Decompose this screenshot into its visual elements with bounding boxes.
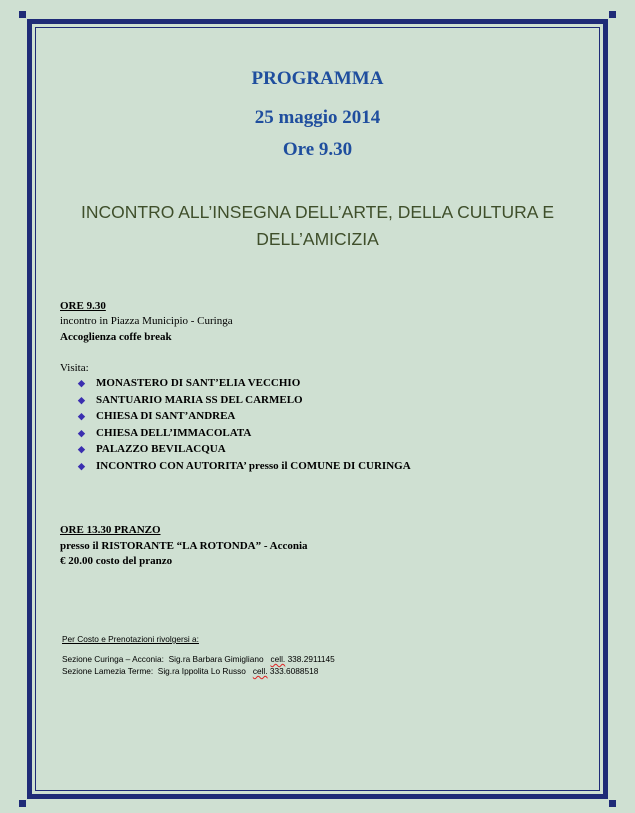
visit-item: ◆ CHIESA DI SANT’ANDREA <box>78 408 411 425</box>
contact-curinga <box>62 654 335 665</box>
diamond-bullet-icon: ◆ <box>78 394 85 405</box>
event-time: Ore 9.30 <box>282 139 353 160</box>
visit-item: ◆ PALAZZO BEVILACQUA <box>78 441 411 458</box>
visit-label: Visita: <box>60 362 89 374</box>
lunch-cost: € 20.00 costo del pranzo <box>60 555 173 567</box>
corner-bottom-left <box>19 800 26 807</box>
event-heading-line1: INCONTRO ALL’INSEGNA DELL’ARTE, DELLA CULTURA E <box>81 202 554 222</box>
event-date: 25 maggio 2014 <box>254 107 381 128</box>
morning-time-label: ORE 9.30 <box>60 300 106 312</box>
diamond-bullet-icon: ◆ <box>78 411 85 422</box>
visit-item: ◆ CHIESA DELL’IMMACOLATA <box>78 425 411 442</box>
corner-top-right <box>609 11 616 18</box>
diamond-bullet-icon: ◆ <box>78 460 85 471</box>
contact-person: Sig.ra Barbara Gimigliano <box>168 654 264 664</box>
contact-lamezia <box>62 666 318 677</box>
cell-label: cell. <box>270 654 286 664</box>
visit-item: ◆ INCONTRO CON AUTORITA’ presso il COMUNE DI CURINGA <box>78 458 411 475</box>
visit-list <box>78 375 411 475</box>
contact-person: Sig.ra Ippolita Lo Russo <box>157 666 246 676</box>
welcome-break: Accoglienza coffe break <box>60 331 172 343</box>
program-title: PROGRAMMA <box>251 68 384 89</box>
contact-section: Sezione Lamezia Terme: <box>62 666 154 676</box>
corner-top-left <box>19 11 26 18</box>
contacts-intro: Per Costo e Prenotazioni rivolgersi a: <box>62 634 199 644</box>
meeting-point: incontro in Piazza Municipio - Curinga <box>60 315 233 327</box>
contact-section: Sezione Curinga – Acconia: <box>62 654 164 664</box>
lunch-place: presso il RISTORANTE “LA ROTONDA” - Acconia <box>60 540 308 552</box>
contact-phone: 333.6088518 <box>269 666 319 676</box>
visit-item: ◆ MONASTERO DI SANT’ELIA VECCHIO <box>78 375 411 392</box>
lunch-time-label: ORE 13.30 PRANZO <box>60 524 161 536</box>
diamond-bullet-icon: ◆ <box>78 378 85 388</box>
diamond-bullet-icon: ◆ <box>78 444 85 455</box>
diamond-bullet-icon: ◆ <box>78 427 85 438</box>
contact-phone: 338.2911145 <box>287 654 335 664</box>
cell-label: cell. <box>252 666 268 676</box>
corner-bottom-right <box>609 800 616 807</box>
visit-item: ◆ SANTUARIO MARIA SS DEL CARMELO <box>78 392 411 409</box>
event-heading-line2: DELL’AMICIZIA <box>256 229 379 249</box>
